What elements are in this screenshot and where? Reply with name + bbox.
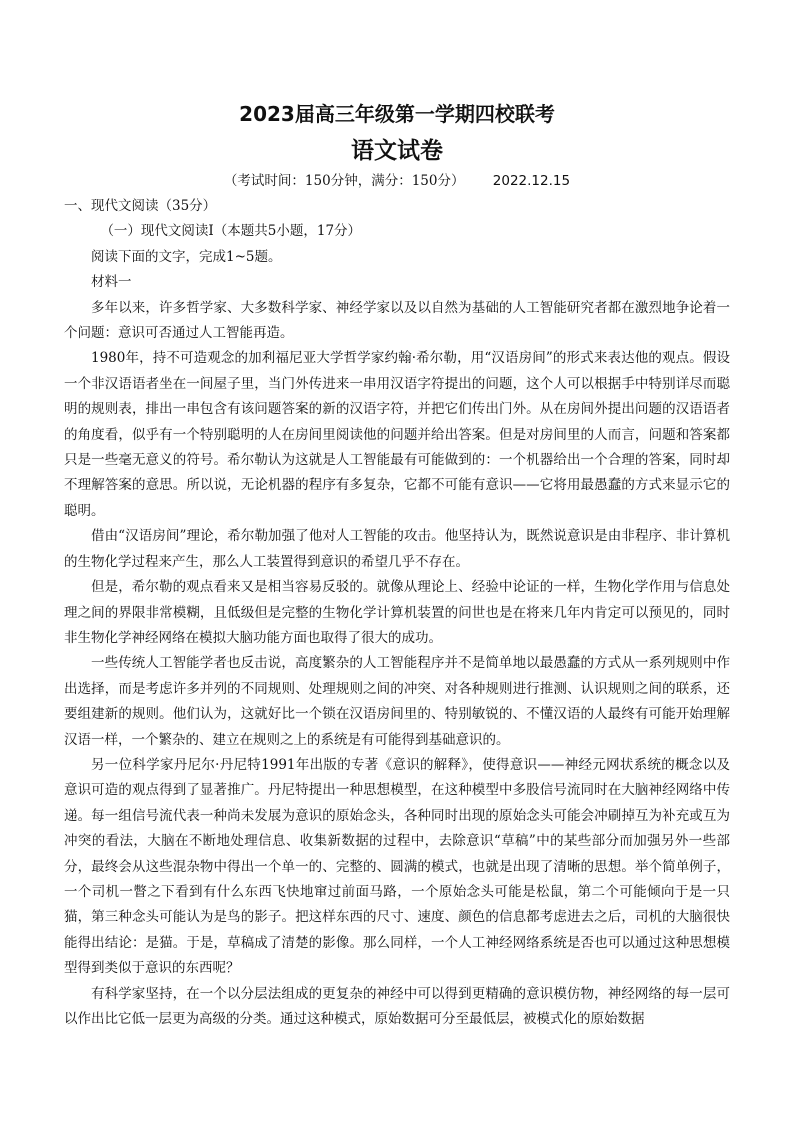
exam-title: 2023届高三年级第一学期四校联考	[239, 102, 555, 126]
reading-instruction: 阅读下面的文字，完成1~5题。	[91, 248, 282, 265]
paragraph: 1980年，持不可造观念的加利福尼亚大学哲学家约翰·希尔勒，用“汉语房间”的形式来表达他的观点。假设一个非汉语语者坐在一间屋子里，当门外传进来一串用汉语字符提出的问题，这个人可以根据手中特别详尽而聪明的规则表，排出一串包含有该问题答案的新的汉语字符，并把它们传出门外。从在房间外提出问题的汉语语者的角度看，似乎有一个特别聪明的人在房间里阅读他的问题并给出答案。但是对房间里的人而言，问题和答案都只是一些毫无意义的符号。希尔勒认为这就是人工智能最有可能做到的：一个机器给出一个合理的答案，同时却不理解答案的意思。所以说，无论机器的程序有多复杂，它都不可能有意识——它将用最愚蠢的方式来显示它的聪明。	[64, 350, 730, 519]
material-label: 材料一	[91, 274, 132, 291]
paragraph: 有科学家坚持，在一个以分层法组成的更复杂的神经中可以得到更精确的意识模仿物，神经网络的每一层可以作出比它低一层更为高级的分类。通过这种模式，原始数据可分至最低层，被模式化的原始数据	[64, 985, 730, 1027]
paragraph: 但是，希尔勒的观点看来又是相当容易反驳的。就像从理论上、经验中论证的一样，生物化学作用与信息处理之间的界限非常模糊，且低级但是完整的生物化学计算机装置的问世也是在将来几年内肯定可以预见的，同时非生物化学神经网络在模拟大脑功能方面也取得了很大的成功。	[64, 579, 730, 646]
section-heading: 一、现代文阅读（35分）	[64, 198, 217, 214]
paragraph: 一些传统人工智能学者也反击说，高度繁杂的人工智能程序并不是简单地以最愚蠢的方式从一系列规则中作出选择，而是考虑许多并列的不同规则、处理规则之间的冲突、对各种规则进行推测、认识规则之间的联系，还要组建新的规则。他们认为，这就好比一个锁在汉语房间里的、特别敏锐的、不懂汉语的人最终有可能开始理解汉语一样，一个繁杂的、建立在规则之上的系统是有可能得到基础意识的。	[64, 655, 730, 748]
paragraph: 多年以来，许多哲学家、大多数科学家、神经学家以及以自然为基础的人工智能研究者都在激烈地争论着一个问题：意识可否通过人工智能再造。	[64, 299, 730, 342]
paragraph: 借由“汉语房间”理论，希尔勒加强了他对人工智能的攻击。他坚持认为，既然说意识是由非程序、非计算机的生物化学过程来产生，那么人工装置得到意识的希望几乎不存在。	[64, 528, 730, 570]
exam-info-line	[64, 170, 730, 192]
paragraph: 另一位科学家丹尼尔·丹尼特1991年出版的专著《意识的解释》，使得意识——神经元网状系统的概念以及意识可造的观点得到了显著推广。丹尼特提出一种思想模型，在这种模型中多股信号流同时在大脑神经网络中传递。每一组信号流代表一种尚未发展为意识的原始念头，各种同时出现的原始念头可能会冲刷掉互为补充或互为冲突的看法，大脑在不断地处理信息、收集新数据的过程中，去除意识“草稿”中的某些部分而加强另外一些部分，最终会从这些混杂物中得出一个单一的、完整的、圆满的模式，也就是出现了清晰的思想。举个简单例子，一个司机一瞥之下看到有什么东西飞快地窜过前面马路，一个原始念头可能是松鼠，第二个可能倾向于是一只猫，第三种念头可能认为是鸟的影子。把这样东西的尺寸、速度、颜色的信息都考虑进去之后，司机的大脑很快能得出结论：是猫。于是，草稿成了清楚的影像。那么同样，一个人工神经网络系统是否也可以通过这种思想模型得到类似于意识的东西呢？	[64, 756, 730, 977]
sub-section-heading: （一）现代文阅读Ⅰ（本题共5小题，17分）	[100, 223, 362, 240]
exam-info: （考试时间：150分钟，满分：150分）	[223, 173, 465, 189]
section-body	[64, 194, 730, 1032]
exam-date: 2022.12.15	[492, 173, 571, 189]
subject-title: 语文试卷	[351, 138, 443, 164]
